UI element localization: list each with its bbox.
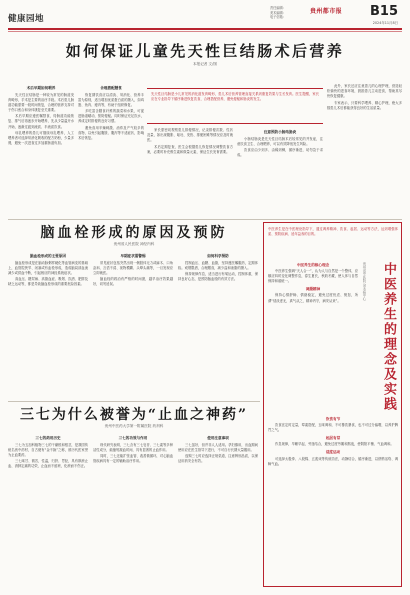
article1-intro: 先天性巨结肠是小儿常见的消化道发育畸形，患儿术后营养管理直接关系到康复效果与生长发育。医生提醒，家长应在专业指导下循序渐进恢复饮食，合理搭配营养，避免便秘和肠炎的发生。 [147, 88, 323, 124]
article1-column-3 [147, 128, 233, 216]
paragraph: 恢复期饮食应以清淡、易消化、营养丰富为原则，适当增加优质蛋白质的摄入，如鸡蛋、鱼肉、瘦肉等，有助于组织修复。 [78, 92, 144, 107]
paragraph: 脑血栓的救治有严格的时间窗，越早治疗效果越好，切勿延误。 [93, 277, 173, 287]
paragraph: 专家表示，只要科学喂养、精心护理，绝大多数患儿术后都能获得良好的生活质量。 [327, 100, 402, 110]
paragraph: 先天性巨结肠是一种较为常见的肠道发育畸形，手术是主要的治疗手段。术后患儿肠道功能需要一段时间恢复，合理的营养支持对于伤口愈合和身体康复至关重要。 [8, 92, 74, 112]
paragraph: 保持心情舒畅、情绪稳定，避免过度忧虑、愤怒，所谓“恬淡虚无，真气从之，精神内守，病安从来”。 [268, 293, 358, 303]
subhead: 合理搭配膳食 [100, 86, 122, 90]
paragraph: 三七虽好，但并非人人适用。孕妇慎用，出血期间使用应在医生指导下进行，不可自行长期大量服用。 [178, 442, 258, 452]
paragraph: 可选择太极拳、八段锦、五禽戏等传统功法，动静结合，循序渐进，以舒筋活络、调畅气血。 [268, 456, 398, 466]
article3-title: 三七为什么被誉为“止血之神药” [19, 407, 249, 423]
paragraph: 母乳喂养的患儿可继续母乳喂养，人工喂养者可选择易消化吸收的配方奶粉，少量多餐，避免一次进食过多加重肠道负担。 [8, 131, 74, 146]
paragraph: 常见症状包括突然出现一侧肢体无力或麻木、口角歪斜、言语不清、视物模糊、头晕头痛等，一旦发现应立即就医。 [93, 260, 173, 275]
article2-title: 脑血栓形成的原因及预防 [40, 225, 228, 241]
subhead: 中医养生的核心理念 [296, 262, 330, 267]
paragraph: 保持规律作息，适当进行有氧运动，控制体重，保持良好心态，是预防脑血栓的有效方法。 [178, 272, 258, 282]
section-label: 健康园地 [8, 14, 45, 24]
article1-column-5 [327, 84, 402, 216]
paragraph: 现代研究表明，三七含有三七皂苷、三七素等多种活性成分，能缩短凝血时间，具有显著的止血作用。 [93, 442, 173, 452]
section-divider [8, 219, 402, 220]
subhead: 使用注意事项 [207, 436, 229, 440]
paragraph: 控制血压、血糖、血脂，坚持遵医嘱服药，定期体检。戒烟限酒，合理膳食，减少盐和油脂的摄入。 [178, 260, 258, 270]
paragraph: 避免食用辛辣刺激、油炸及产气较多的食物，以免引起腹胀、腹泻等不适症状，影响术后恢复。 [78, 125, 144, 141]
subhead: 适度运动 [325, 449, 341, 454]
paragraph: 三七为五加科植物三七的干燥根和根茎，是我国传统名贵中药材，自古便有“金不换”之称，被历代医家誉为止血要药。 [8, 442, 88, 457]
editor-meta [270, 6, 286, 20]
paragraph: 高血压、糖尿病、高脂血症、吸烟、饮酒、肥胖及缺乏运动等，都是导致脑血栓形成的重要危险因素。 [8, 277, 88, 287]
paragraph: 饮食宜定时定量，荤素搭配，五味调和，不可暴饮暴食，也不可过分偏嗜，以养护脾胃之气。 [268, 423, 398, 433]
article2-byline: 贵州省人民医院 神经内科 [113, 242, 155, 246]
masthead [8, 4, 402, 26]
paragraph: 多吃富含膳食纤维的蔬菜和水果，可促进肠道蠕动，预防便秘。同时保证充足饮水，养成定时排便的良好习惯。 [78, 109, 144, 124]
issue-date: 2024年11月8日 [372, 21, 398, 25]
article1-column-4 [237, 128, 323, 216]
article1-title: 如何保证儿童先天性巨结肠术后营养 [65, 42, 345, 60]
meta-line: 责任编辑： [270, 6, 286, 10]
subhead: 起居有常 [325, 435, 341, 440]
masthead-rule-thin [8, 31, 402, 32]
meta-line: 电子信箱： [270, 15, 286, 20]
sidebar-column-1 [268, 260, 358, 410]
article1-column-2 [78, 84, 144, 216]
article2-column-3 [178, 252, 258, 398]
paragraph: 饮食应由少到多、由稀到稠，循序渐进，切勿急于求成。 [237, 148, 323, 158]
article2-column-1 [8, 252, 88, 398]
subhead: 饮食有节 [325, 416, 341, 421]
meta-line: 美术编辑： [270, 10, 286, 15]
subhead: 调摄精神 [305, 286, 321, 291]
subhead: 脑血栓形成的主要原因 [30, 254, 66, 258]
sidebar-byline: 贵州省中医院 治未病中心 [362, 262, 366, 301]
paragraph: 脑血栓形成是在脑动脉粥样硬化等血管病变的基础上，血管腔狭窄、闭塞或有血栓形成，造成脑局部血流减少或供血中断，引起相应的神经系统症状。 [8, 260, 88, 275]
paragraph: 同时，三七还能扩张血管、改善微循环，对心脑血管疾病具有一定的辅助治疗作用。 [93, 454, 173, 464]
sidebar-title: 中医养生的理念及实践 [381, 262, 396, 412]
article2-column-2 [93, 252, 173, 398]
paragraph: 此外，家长还应注意患儿的心理护理，营造轻松愉快的进食环境，鼓励患儿主动进食，帮助其尽快恢复健康。 [327, 84, 402, 99]
paragraph: 术后定期复查，医生会根据患儿恢复情况调整饮食方案，必要时补充维生素和微量元素，保证生长发育需要。 [147, 144, 233, 154]
subhead: 术后早期如何喂养 [26, 86, 56, 90]
paragraph: 家长需密切观察患儿排便情况，记录排便次数、性状及量，如出现腹胀、呕吐、发热、排便困难等情况应及时就医。 [147, 128, 233, 143]
paragraph: 三七味甘、微苦，性温，归肝、胃经，具有散瘀止血、消肿定痛的功效，止血而不留瘀，化瘀而不伤正。 [8, 459, 88, 469]
paragraph: 选购三七时应选择正规渠道，注意辨别品质，以保证用药安全有效。 [178, 454, 258, 464]
page-number: B15 [370, 4, 398, 19]
subhead: 注意预防小肠结肠炎 [263, 130, 297, 134]
article3-column-2 [93, 434, 173, 589]
subhead: 如何科学预防 [207, 254, 229, 258]
article3-byline: 贵州中医药大学第一附属医院 药剂科 [104, 424, 164, 428]
sidebar-column-2 [268, 414, 398, 582]
section-divider [8, 401, 260, 402]
article1-column-1 [8, 84, 74, 216]
paper-name-logo: 贵州都市报 [310, 8, 343, 15]
paragraph: 术后早期应遵医嘱禁食，待肠道功能恢复、排气后再逐步开始喂养，先从少量温开水开始，逐渐过渡到流质、半流质饮食。 [8, 114, 74, 129]
article3-column-1 [8, 434, 88, 589]
subhead: 早期症状需警惕 [120, 254, 146, 258]
paragraph: 中医养生强调“天人合一”，认为人与自然是一个整体，应顺应四时变化调整作息，春生夏长，秋收冬藏，使人体与自然保持和谐统一。 [268, 269, 358, 284]
masthead-rule [8, 28, 402, 30]
subhead: 三七的药用历史 [35, 436, 61, 440]
paragraph: 小肠结肠炎是先天性巨结肠术后较常见的并发症，注意饮食卫生、合理喂养，可以有效降低发生风险。 [237, 136, 323, 146]
sidebar-intro: 中医养生是在中医理论指导下，通过调养精神、饮食、起居、运动等方法，达到增强体质、预防疾病、延年益寿的目的。 [268, 227, 398, 236]
article3-column-3 [178, 434, 258, 589]
paragraph: 作息规律，早睡早起，劳逸结合，避免过度劳累和熬夜，使阴阳平衡、气血调和。 [275, 442, 394, 447]
subhead: 三七的功效与作用 [118, 436, 148, 440]
article1-byline: 本报记者 文/图 [193, 62, 217, 66]
